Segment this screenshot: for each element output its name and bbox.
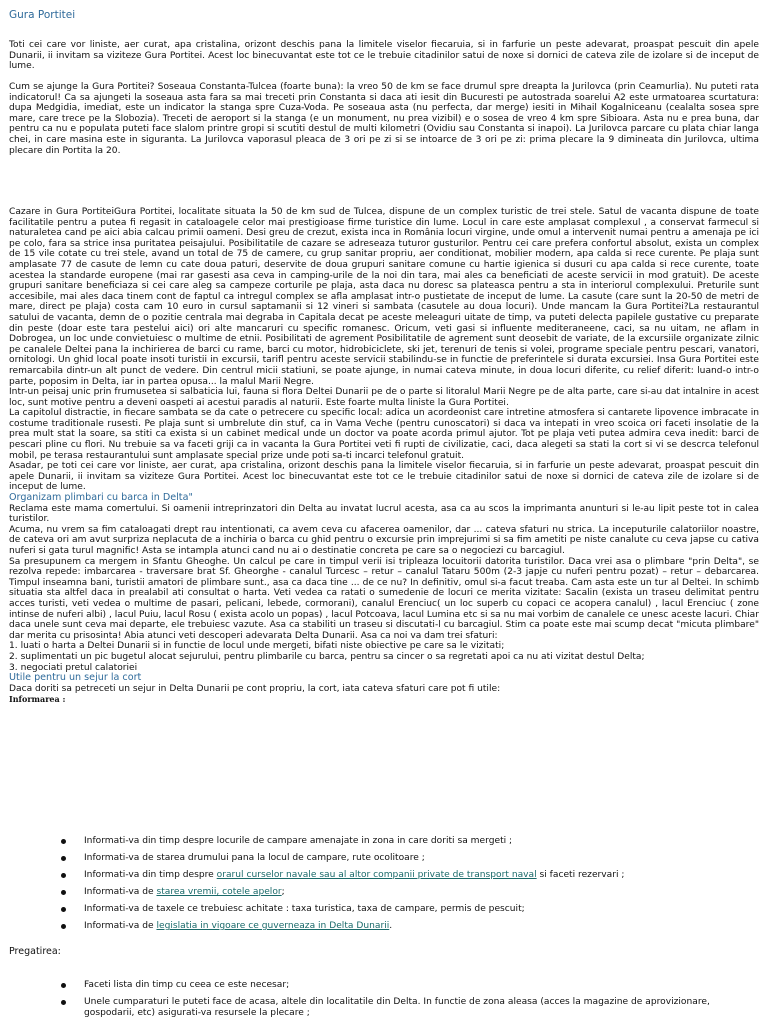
boat-paragraph-1: Reclama este mama comertului. Si oamenii intreprinzatori din Delta au invatat lucrul acesta, asa ca au scos la imprimanta anunturi si le-au lipit peste tot in calea turistilor. <box>9 503 759 525</box>
boat-section-heading: Organizam plimbari cu barca in Delta" <box>9 492 193 504</box>
weather-link[interactable]: starea vremii, cotele apelor <box>156 887 282 897</box>
advice-item-1: 1. luati o harta a Deltei Dunarii si in functie de locul unde mergeti, bifati niste obiective pe care sa le vizitati; <box>9 641 505 652</box>
main-body <box>9 207 759 704</box>
bullet-icon <box>61 856 66 861</box>
page-title: Gura Portitei <box>9 9 76 21</box>
intro-paragraph: Toti cei care vor liniste, aer curat, apa cristalina, orizont deschis pana la limitele viselor fiecaruia, si in farfurie un peste adevarat, proaspat pescuit din apele Dunarii, ii invitam sa viziteze Gura Portitei. Acest loc binecuvantat este tot ce le trebuie citadinilor satui de noxe si dornici de cateva zile de izolare si de inceput de lume. <box>9 40 759 72</box>
advice-item-2: 2. suplimentati un pic bugetul alocat sejurului, pentru plimbarile cu barca, pentru sa cincer o sa regretati apoi ca nu ati vizitat destul Delta; <box>9 651 645 662</box>
bullet-icon <box>61 924 66 929</box>
advice-item-3: 3. negociati pretul calatoriei <box>9 662 138 673</box>
list-item: Informati-va din timp despre orarul curselor navale sau al altor companii private de transport naval si faceti rezervari ; <box>9 870 759 881</box>
bullet-icon <box>61 839 66 844</box>
legislation-link[interactable]: legislatia in vigoare ce guverneaza in Delta Dunarii <box>156 921 390 931</box>
body-paragraph-3: La capitolul distractie, in fiecare sambata se da cate o petrecere cu specific local: adica un acordeonist care intretine atmosfera si cantarete lipovence imbracate in costume traditionale rusesti. Pe plaja sunt si umbrelute din stuf, ca in Vama Veche (pentru cunoscatori) si daca va intepati in vreo scoica ori faceti insolatie de la prea mult stat la soare, sa stiti ca exista si un cabinet medical unde un doctor va poate acorda primul ajutor. Tot pe plaja veti putea admira ceva inedit: barci de pescari pline cu flori. Nu trebuie sa va faceti griji ca in vacanta la Gura Portitei veti fi rupti de civilizatie, caci, daca alegeti sa stati la cort si vi se descrca telefonul mobil, pe terasa restaurantului sunt amplasate special prize unde poti sa-ti incarci telefonul gratuit. <box>9 408 759 461</box>
list-item: Informati-va din timp despre locurile de campare amenajate in zona in care doriti sa mergeti ; <box>9 836 759 847</box>
body-paragraph-2: Intr-un peisaj unic prin frumusetea si salbaticia lui, fauna si flora Deltei Dunarii pe de o parte si litoralul Marii Negre pe de alta parte, care si-au dat intalnire in acest loc, sunt motive pentru a deveni oaspeti ai acestui paradis al naturii. Este foarte multa liniste la Gura Portitei. <box>9 387 759 408</box>
bullet-icon <box>61 1000 66 1005</box>
body-paragraph-1: Cazare in Gura PortiteiGura Portitei, localitate situata la 50 de km sud de Tulcea, dispune de un complex turistic de trei stele. Satul de vacanta dispune de toate facilitatile pentru a putea fi regasit in cataloagele celor mai prestigioase firme turistice din lume. Locul in care este amplasat complexul , a conservat farmecul si naturaletea cand pe aici abia calcau primii oameni. Desi greu de crezut, exista inca in România locuri virgine, unde omul a intervenit numai pentru a amenaja pe ici pe colo, fara sa strice insa puritatea peisajului. Posibilitatile de cazare se adreseaza tuturor gusturilor. Pentru cei care prefera confortul absolut, exista un complex de 15 vile cotate cu trei stele, avand un total de 75 de camere, cu grup sanitar propriu, aer conditionat, mobilier modern, apa calda si rece curente. Pe plaja sunt amplasate 77 de casute de lemn cu cate doua paturi, deservite de doua grupuri sanitare comune cu hartie igienica si dusuri cu apa calda si rece curente, toate acestea la standarde europene (mai rar gasesti asa ceva in camping-urile de la noi din tara, mai ales ca beneficiati de aceste servicii in mod gratuit). De aceste grupuri sanitare beneficiaza si cei care aleg sa campeze corturile pe plaja, asta daca nu doresc sa plateasca pentru a sta in interiorul complexului. Preturile sunt accesibile, mai ales daca tinem cont de faptul ca intregul complex se afla amplasat intr-o pustietate de inceput de lume. La casute (care sunt la 20-50 de metri de mare, direct pe plaja) costa cam 10 euro in cursul saptamanii si 12 vineri si sambata (casutele au doua locuri). Unde mancam la Gura Portitei?La restaurantul satului de vacanta, demn de o pozitie centrala mai degraba in Capitala decat pe aceste meleaguri uitate de timp, va puteti delecta papilele gustative cu preparate din peste (doar este tara pestelui aici) ori alte mancaruri cu specific romanesc. Oricum, veti gasi si influente mediteraneene, caci, sa nu uitam, ne aflam in Dobrogea, un loc unde convietuiesc o multime de etnii. Posibilitati de agrement Posibilitatile de agrement sunt deosebit de variate, de la excursiile organizate zilnic pe canalele Deltei pana la inchirierea de barci cu rame, barci cu motor, hidrobiciclete, ski jet, terenuri de tenis si volei, programe speciale pentru pescari, vanatori, ornitologi. Un ghid local poate insoti turistii in excursii, tarifl pentru aceste servicii stabilindu-se in functie de preferintele si durata excursiei. Insa Gura Portitei este remarcabila dintr-un alt punct de vedere. Din centrul micii statiuni, se poate ajunge, in numai cateva minute, in doua locuri diferite, cu relief diferit: luand-o intr-o parte, poposim in Delta, iar in partea opusa... la malul Marii Negre. <box>9 207 759 387</box>
list-item: Informati-va de legislatia in vigoare ce guverneaza in Delta Dunarii. <box>9 921 759 932</box>
bullet-icon <box>61 907 66 912</box>
informare-list <box>9 836 759 938</box>
cort-section-heading: Utile pentru un sejur la cort <box>9 672 142 684</box>
list-item: Informati-va de starea vremii, cotele apelor; <box>9 887 759 898</box>
access-paragraph: Cum se ajunge la Gura Portitei? Soseaua Constanta-Tulcea (foarte buna): la vreo 50 de km se face drumul spre dreapta la Jurilovca (prin Ceamurlia). Nu puteti rata indicatorul! Ca sa ajungeti la soseaua asta fara sa mai treceti prin Constanta si daca ati iesit din Bucuresti pe autostrada soarelui A2 este urmatoarea scurtatura: dupa Medgidia, imediat, este un indicator la stanga spre Cuza-Voda. Pe soseaua asta (nu perfecta, dar merge) iesiti in Mihail Kogalniceanu (cealalta sosea spre mare, care trece pe la Slobozia). Treceti de aeroport si la stanga (e un monument, nu prea vizibil) e o sosea de vreo 4 km spre Sibioara. Asta nu e prea buna, dar pentru ca nu e populata puteti face slalom printre gropi si scutiti destul de multi kilometri (Ovidiu sau Constanta si inapoi). La Jurilovca parcare cu plata chiar langa chei, in care masina este in siguranta. La Jurilovca vaporasul pleaca de 3 ori pe zi si se intoarce de 3 ori pe zi: prima plecare la 9 dimineata din Jurilovca, ultima plecare din Portita la 20. <box>9 82 759 156</box>
pregatirea-list <box>9 980 759 1019</box>
body-paragraph-4: Asadar, pe toti cei care vor liniste, aer curat, apa cristalina, orizont deschis pana la limitele viselor fiecaruia, si in farfurie un peste adevarat, proaspat pescuit din apele Dunarii, ii invitam sa viziteze Gura Portitei. Acest loc binecuvantat este tot ce le trebuie citadinilor satui de noxe si dornici de cateva zile de izolare si de inceput de lume. <box>9 461 759 493</box>
list-item: Unele cumparaturi le puteti face de acasa, altele din localitatile din Delta. In functie de zona aleasa (acces la magazine de aprovizionare, gospodarii, etc) asigurati-va resursele la plecare ; <box>9 997 759 1019</box>
list-item: Informati-va de starea drumului pana la locul de campare, rute ocolitoare ; <box>9 853 759 864</box>
boat-paragraph-2: Acuma, nu vrem sa fim cataloagati drept rau intentionati, ca avem ceva cu afacerea oamenilor, dar ... cateva sfaturi nu strica. La inceputurile calatoriilor noastre, de cateva ori am avut surpriza neplacuta de a inchiria o barca cu ghid pentru o excursie prin imprejurimi si sa fim ametiti pe niste canalute cu ceva japse cu cativa nuferi si gata turul magnific! Asta se intampla atunci cand nu ai o destinatie concreta pe care sa o negociezi cu barcagiul. <box>9 524 759 556</box>
schedule-link[interactable]: orarul curselor navale sau al altor companii private de transport naval <box>216 870 537 880</box>
list-item: Informati-va de taxele ce trebuiesc achitate : taxa turistica, taxa de campare, permis de pescuit; <box>9 904 759 915</box>
bullet-icon <box>61 890 66 895</box>
cort-intro: Daca doriti sa petreceti un sejur in Delta Dunarii pe cont propriu, la cort, iata cateva sfaturi care pot fi utile: <box>9 683 501 694</box>
list-item: Faceti lista din timp cu ceea ce este necesar; <box>9 980 759 991</box>
informare-label: Informarea : <box>9 694 66 705</box>
bullet-icon <box>61 983 66 988</box>
boat-paragraph-3: Sa presupunem ca mergem in Sfantu Gheoghe. Un calcul pe care in timpul verii isi tripleaza locuitorii datorita turistilor. Daca vrei asa o plimbare "prin Delta", se rezolva repede: imbarcarea - traversare brat Sf. Gheorghe - canalul Turcesc – retur – canalul Tataru 500m (2-3 japje cu nuferi pentru pozat) – retur – debarcarea. Timpul inseamna bani, turistii amatori de plimbare sunt., asa ca daca tine ... de ce nu? In definitiv, omul si-a facut treaba. Cam asta este un tur al Deltei. In schimb situatia sta altfel daca in prealabil ati consultat o harta. Veti vedea ca ratati o sumedenie de locuri ce merita vizitate: Sacalin (exista un traseu delimitat pentru acces turisti, veti vedea o multime de pasari, pelicani, lebede, cormorani), canalul Erenciuc( un loc superb cu copaci ce acopera canalul) , lacul Erenciuc ( zone intinse de nuferi albi) , lacul Puiu, lacul Rosu ( exista acolo un popas) , lacul Potcoava, lacul Lumina etc si sa nu mai vorbim de canalele ce unesc aceste lacuri. Chiar daca unele sunt ceva mai departe, ele trebuiesc vazute. Asa ca stabiliti un traseu si discutati-l cu barcagiul. Stim ca poate este mai scump decat "micuta plimbare" dar merita cu prisosinta! Abia atunci veti descoperi adevarata Delta Dunarii. Asa ca noi va dam trei sfaturi: <box>9 556 759 641</box>
pregatirea-label: Pregatirea: <box>9 946 61 957</box>
bullet-icon <box>61 873 66 878</box>
